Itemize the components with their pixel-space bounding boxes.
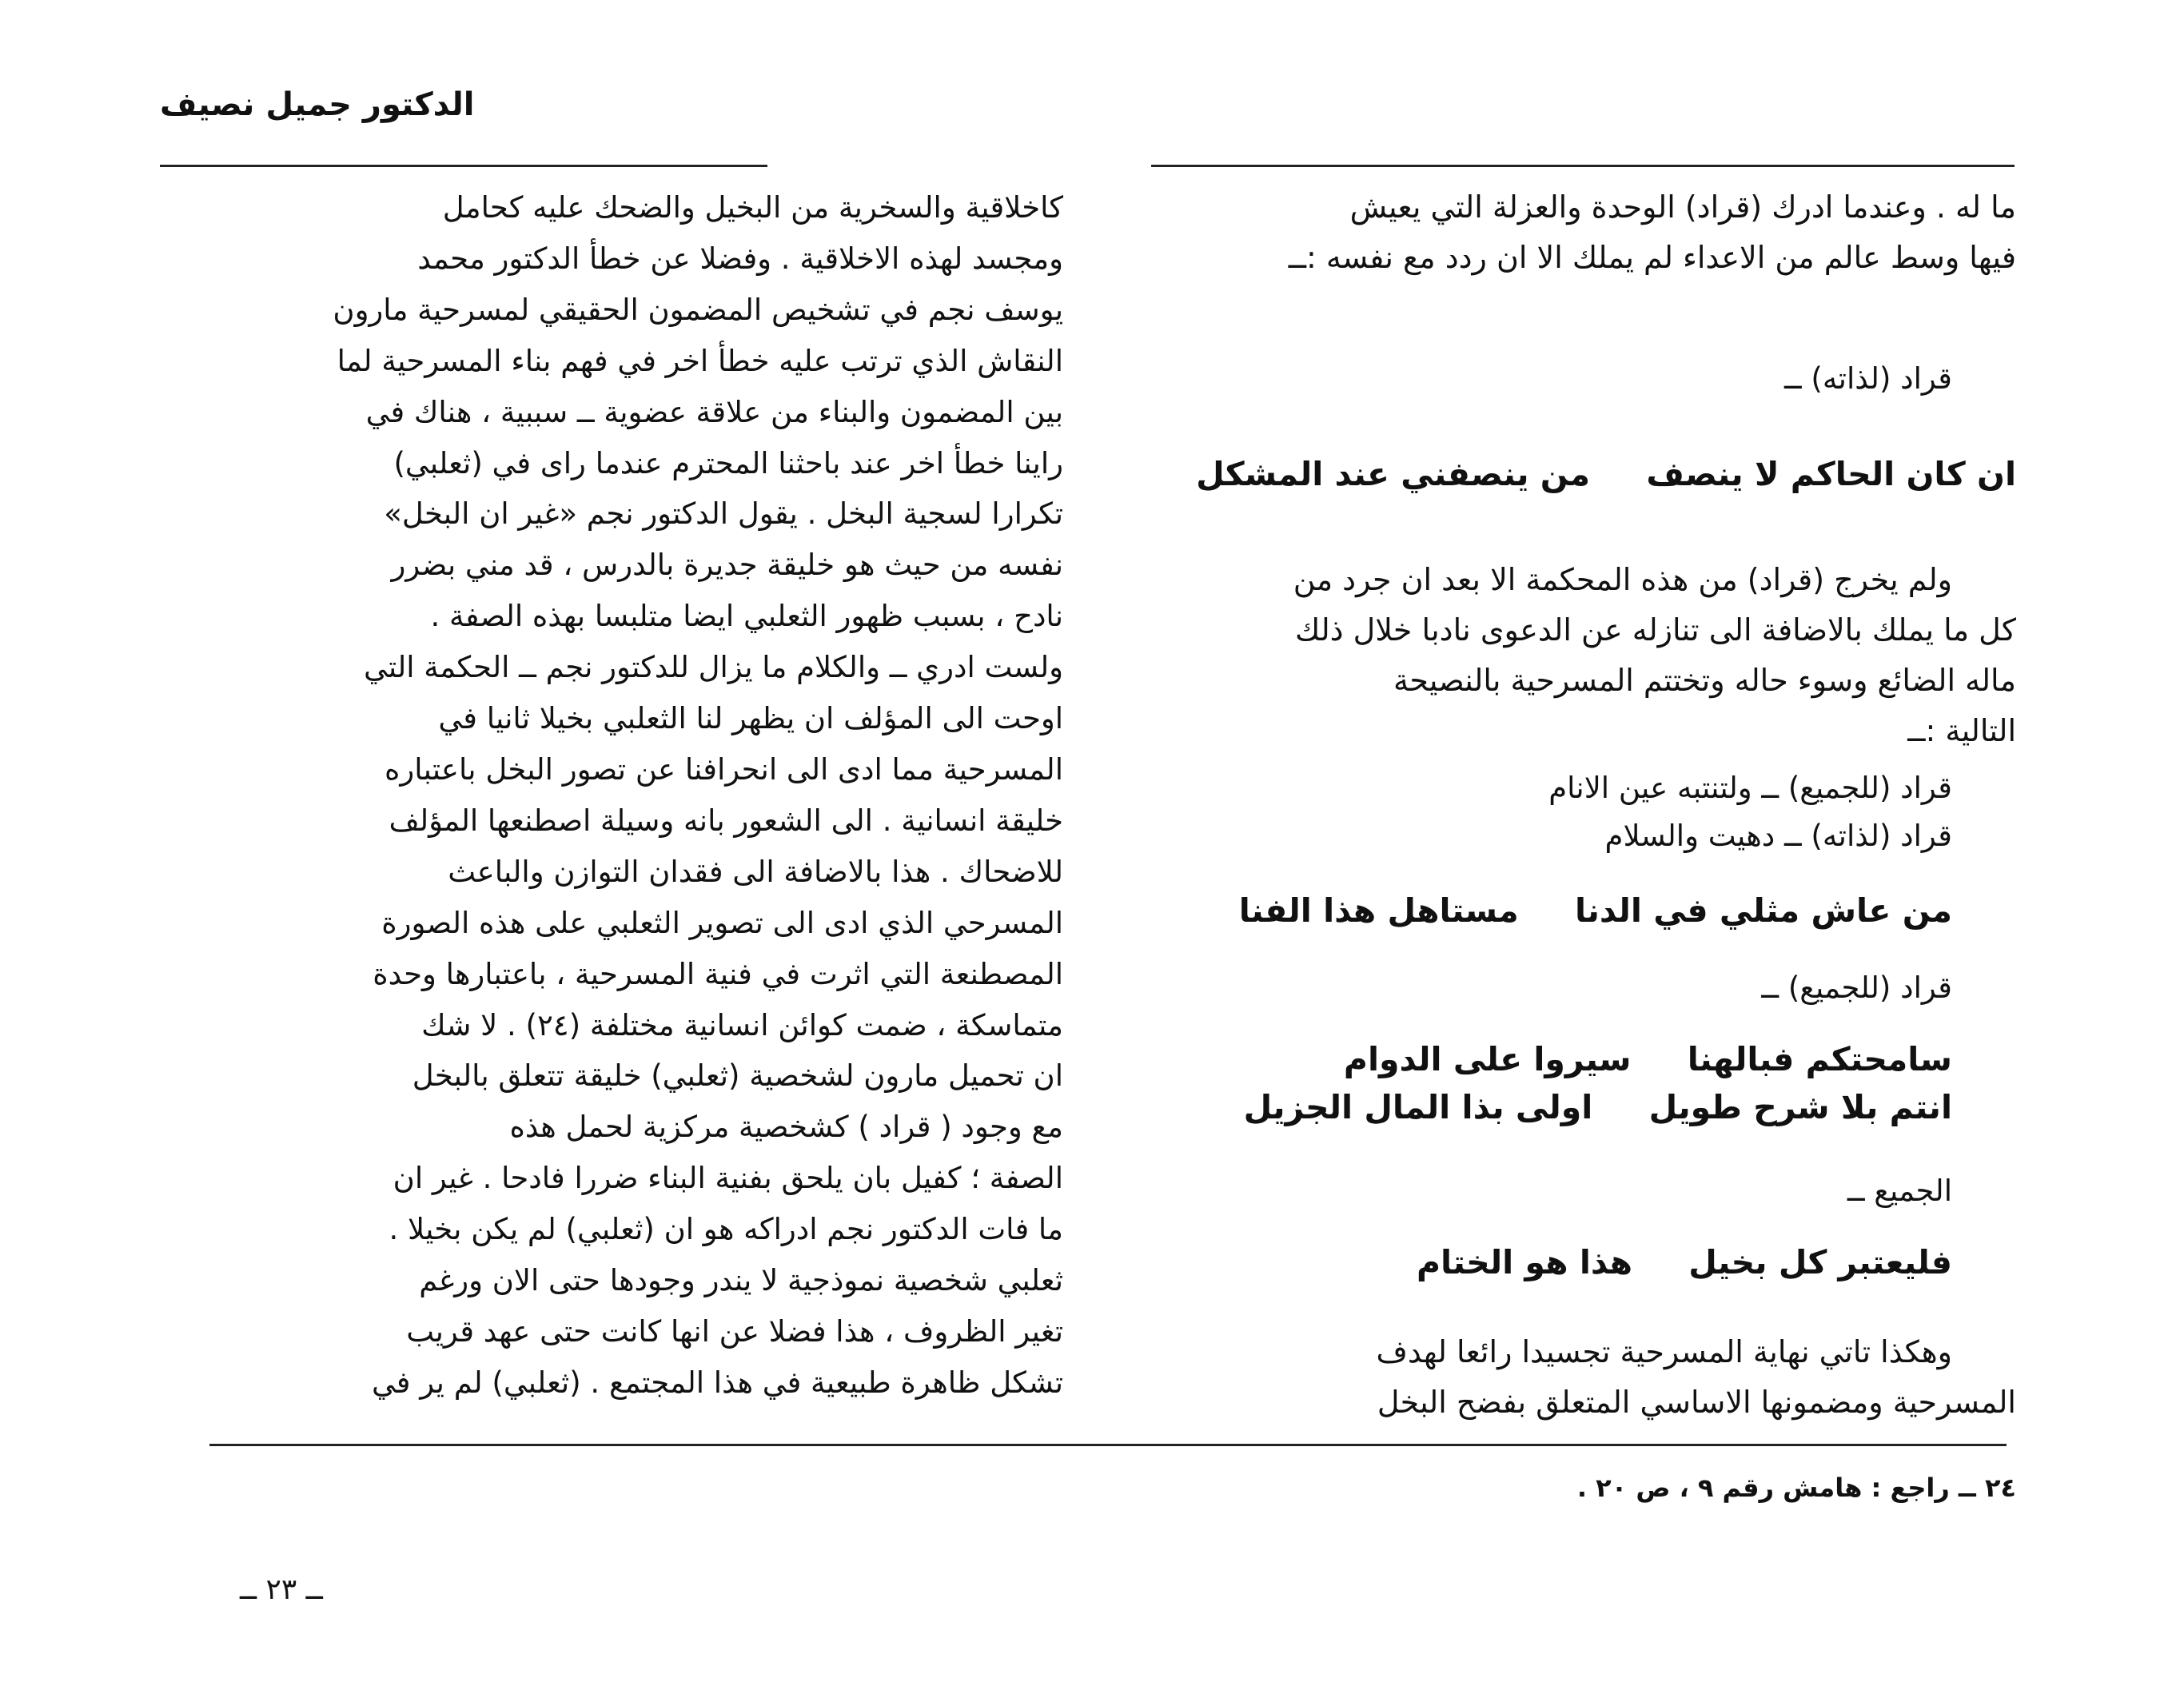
verse-first-hemistich: ان كان الحاكم لا ينصف bbox=[1646, 455, 2016, 493]
running-header-author: الدكتور جميل نصيف bbox=[160, 86, 475, 123]
verse-first-hemistich: سامحتكم فبالهنا bbox=[1687, 1040, 1952, 1078]
text-line: الصفة ؛ كفيل بان يلحق بفنية البناء ضررا فادحا . غير ان bbox=[393, 1161, 1063, 1196]
verse-let-every-miser bbox=[1143, 1238, 2016, 1288]
verse-second-hemistich: مستاهل هذا الفنا bbox=[1238, 891, 1519, 930]
text-line: بين المضمون والبناء من علاقة عضوية ــ سببية ، هناك في bbox=[365, 394, 1063, 429]
paragraph-intro bbox=[1143, 182, 2016, 283]
line-qarrad-to-self: قراد (لذاته) ــ دهيت والسلام bbox=[1604, 819, 1952, 853]
text-line: المسرحي الذي ادى الى تصوير الثعلبي على هذه الصورة bbox=[381, 905, 1063, 940]
text-line: ان تحميل مارون لشخصية (ثعلبي) خليقة تتعلق بالبخل bbox=[412, 1058, 1063, 1094]
header-rule-right bbox=[1151, 165, 2015, 167]
verse-forgave-you bbox=[1143, 1034, 2016, 1085]
speaker-all: الجميع ــ bbox=[1847, 1174, 1952, 1208]
text-line: نادح ، بسبب ظهور الثعلبي ايضا متلبسا بهذه الصفة . bbox=[430, 599, 1063, 634]
text-line: ثعلبي شخصية نموذجية لا يندر وجودها حتى الان ورغم bbox=[419, 1263, 1063, 1298]
verse-second-hemistich: هذا هو الختام bbox=[1416, 1243, 1633, 1281]
text-line: ماله الضائع وسوء حاله وتختتم المسرحية بالنصيحة bbox=[1393, 663, 2016, 698]
verse-first-hemistich: من عاش مثلي في الدنا bbox=[1575, 891, 1952, 930]
speaker-qarrad-self: قراد (لذاته) ــ bbox=[1783, 361, 1952, 396]
text-line: المسرحية ومضمونها الاساسي المتعلق بفضح البخل bbox=[1377, 1385, 2016, 1420]
text-line: كاخلاقية والسخرية من البخيل والضحك عليه كحامل bbox=[442, 190, 1063, 225]
paragraph-court bbox=[1143, 555, 2016, 756]
text-line: كل ما يملك بالاضافة الى تنازله عن الدعوى نادبا خلال ذلك bbox=[1295, 612, 2016, 648]
text-line: فيها وسط عالم من الاعداء لم يملك الا ان ردد مع نفسه :ــ bbox=[1288, 240, 2016, 275]
text-line: التالية :ــ bbox=[1907, 713, 2016, 748]
text-line: النقاش الذي ترتب عليه خطأ اخر في فهم بناء المسرحية لما bbox=[337, 343, 1063, 378]
speaker-qarrad-to-all: قراد (للجميع) ــ bbox=[1761, 971, 1952, 1005]
text-line: اوحت الى المؤلف ان يظهر لنا الثعلبي بخيلا ثانيا في bbox=[438, 701, 1063, 736]
verse-second-hemistich: سيروا على الدوام bbox=[1343, 1040, 1632, 1078]
text-line: المصطنعة التي اثرت في فنية المسرحية ، باعتبارها وحدة bbox=[373, 956, 1063, 991]
line-qarrad-to-all: قراد (للجميع) ــ ولتنتبه عين الانام bbox=[1548, 771, 1952, 805]
footnote-rule bbox=[209, 1444, 2007, 1446]
left-column-text bbox=[192, 182, 1063, 1409]
text-line: ولست ادري ــ والكلام ما يزال للدكتور نجم ــ الحكمة التي bbox=[363, 650, 1063, 685]
verse-judge bbox=[1143, 449, 2016, 500]
footnote: ٢٤ ــ راجع : هامش رقم ٩ ، ص ٢٠ . bbox=[1576, 1473, 2016, 1503]
text-line: للاضحاك . هذا بالاضافة الى فقدان التوازن والباعث bbox=[448, 854, 1063, 889]
verse-second-hemistich: من ينصفني عند المشكل bbox=[1196, 455, 1591, 493]
text-line: ولم يخرج (قراد) من هذه المحكمة الا بعد ان جرد من bbox=[1293, 562, 1952, 597]
verse-first-hemistich: انتم بلا شرح طويل bbox=[1648, 1088, 1952, 1126]
text-line: يوسف نجم في تشخيص المضمون الحقيقي لمسرحية مارون bbox=[333, 292, 1063, 327]
text-line: متماسكة ، ضمت كوائن انسانية مختلفة (٢٤) . لا شك bbox=[421, 1007, 1063, 1042]
verse-whoever-lived bbox=[1143, 886, 2016, 936]
text-line: خليقة انسانية . الى الشعور بانه وسيلة اصطنعها المؤلف bbox=[389, 803, 1063, 838]
text-line: تكرارا لسجية البخل . يقول الدكتور نجم «غير ان البخل» bbox=[384, 496, 1063, 532]
page-number: ــ ٢٣ ــ bbox=[240, 1573, 323, 1606]
text-line: ما فات الدكتور نجم ادراكه هو ان (ثعلبي) لم يكن بخيلا . bbox=[389, 1212, 1063, 1247]
text-line: المسرحية مما ادى الى انحرافنا عن تصور البخل باعتباره bbox=[385, 751, 1063, 787]
text-line: ومجسد لهذه الاخلاقية . وفضلا عن خطأ الدكتور محمد bbox=[417, 241, 1063, 276]
text-line: تشكل ظاهرة طبيعية في هذا المجتمع . (ثعلبي) لم ير في bbox=[371, 1365, 1063, 1400]
text-line: وهكذا تاتي نهاية المسرحية تجسيدا رائعا لهدف bbox=[1376, 1334, 1952, 1369]
verse-first-hemistich: فليعتبر كل بخيل bbox=[1688, 1243, 1952, 1281]
text-line: مع وجود ( قراد ) كشخصية مركزية لحمل هذه bbox=[509, 1110, 1063, 1145]
paragraph-conclusion bbox=[1143, 1327, 2016, 1428]
text-line: ما له . وعندما ادرك (قراد) الوحدة والعزلة التي يعيش bbox=[1349, 189, 2016, 225]
text-line: تغير الظروف ، هذا فضلا عن انها كانت حتى عهد قريب bbox=[406, 1313, 1063, 1349]
header-rule-left bbox=[160, 165, 767, 167]
verse-without-explanation bbox=[1143, 1082, 2016, 1133]
text-line: نفسه من حيث هو خليقة جديرة بالدرس ، قد مني بضرر bbox=[391, 548, 1063, 583]
text-line: راينا خطأ اخر عند باحثنا المحترم عندما راى في (ثعلبي) bbox=[393, 445, 1063, 480]
verse-second-hemistich: اولى بذا المال الجزيل bbox=[1243, 1088, 1593, 1126]
